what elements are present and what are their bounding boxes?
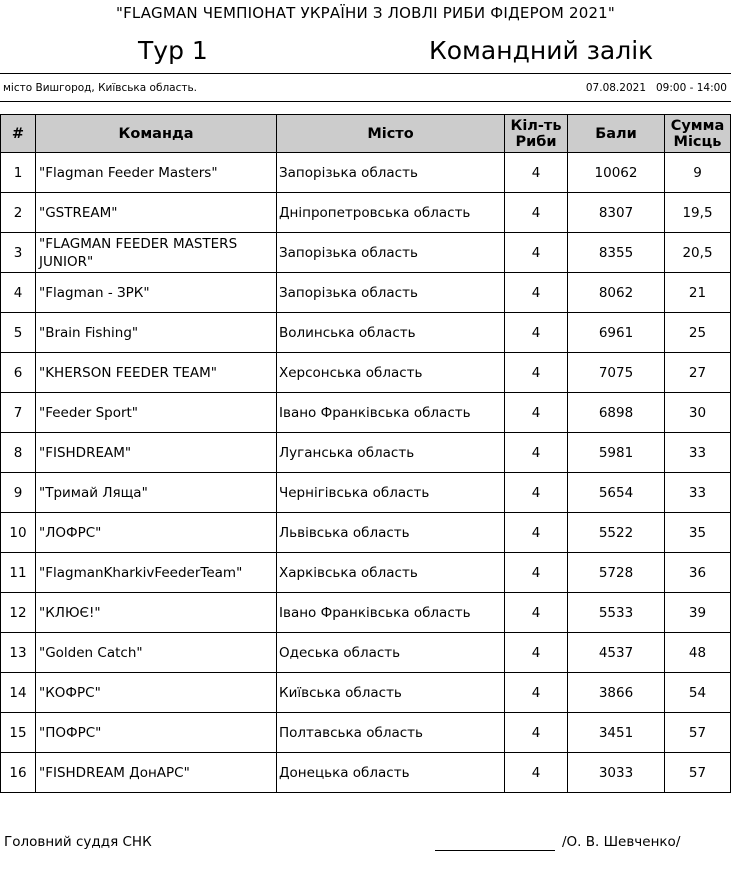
row-team: "ПОФРС" — [36, 713, 277, 753]
subheader-divider — [0, 101, 731, 102]
row-team: "GSTREAM" — [36, 193, 277, 233]
row-points: 3866 — [568, 673, 665, 713]
row-fish-count: 4 — [505, 193, 568, 233]
row-place-sum: 57 — [665, 713, 731, 753]
row-fish-count: 4 — [505, 233, 568, 273]
row-place-sum: 27 — [665, 353, 731, 393]
col-header-team: Команда — [36, 115, 277, 153]
row-points: 8355 — [568, 233, 665, 273]
row-points: 6898 — [568, 393, 665, 433]
row-team: "КЛЮЄ!" — [36, 593, 277, 633]
table-row — [1, 313, 731, 353]
row-place-sum: 9 — [665, 153, 731, 193]
chief-judge-label: Головний суддя СНК — [4, 834, 152, 850]
row-fish-count: 4 — [505, 713, 568, 753]
row-place-sum: 20,5 — [665, 233, 731, 273]
row-team: "FISHDREAM ДонАРС" — [36, 753, 277, 793]
row-city: Івано Франківська область — [277, 593, 505, 633]
row-points: 8062 — [568, 273, 665, 313]
row-city: Львівська область — [277, 513, 505, 553]
row-city: Донецька область — [277, 753, 505, 793]
row-city: Волинська область — [277, 313, 505, 353]
row-city: Харківська область — [277, 553, 505, 593]
chief-judge-name: /О. В. Шевченко/ — [562, 834, 681, 850]
row-fish-count: 4 — [505, 473, 568, 513]
row-city: Запорізька область — [277, 153, 505, 193]
row-number: 8 — [1, 433, 36, 473]
row-fish-count: 4 — [505, 353, 568, 393]
row-number: 11 — [1, 553, 36, 593]
row-team: "FlagmanKharkivFeederTeam" — [36, 553, 277, 593]
row-place-sum: 39 — [665, 593, 731, 633]
row-place-sum: 35 — [665, 513, 731, 553]
row-place-sum: 33 — [665, 433, 731, 473]
row-team: "Тримай Ляща" — [36, 473, 277, 513]
col-header-number: # — [1, 115, 36, 153]
row-city: Запорізька область — [277, 273, 505, 313]
row-points: 3451 — [568, 713, 665, 753]
row-fish-count: 4 — [505, 513, 568, 553]
row-city: Одеська область — [277, 633, 505, 673]
row-number: 12 — [1, 593, 36, 633]
row-team: "КОФРС" — [36, 673, 277, 713]
row-points: 5728 — [568, 553, 665, 593]
row-points: 5522 — [568, 513, 665, 553]
row-team: "FISHDREAM" — [36, 433, 277, 473]
row-number: 3 — [1, 233, 36, 273]
row-points: 5654 — [568, 473, 665, 513]
table-row — [1, 713, 731, 753]
document-title: "FLAGMAN ЧЕМПІОНАТ УКРАЇНИ З ЛОВЛІ РИБИ ФІДЕРОМ 2021" — [115, 4, 616, 22]
row-fish-count: 4 — [505, 673, 568, 713]
row-points: 6961 — [568, 313, 665, 353]
date-time-text: 07.08.2021 09:00 - 14:00 — [585, 82, 727, 94]
table-row — [1, 473, 731, 513]
col-header-place-sum: Сумма Місць — [665, 115, 731, 153]
row-fish-count: 4 — [505, 593, 568, 633]
table-row — [1, 233, 731, 273]
row-city: Івано Франківська область — [277, 393, 505, 433]
row-place-sum: 25 — [665, 313, 731, 353]
row-points: 7075 — [568, 353, 665, 393]
row-fish-count: 4 — [505, 153, 568, 193]
table-row — [1, 753, 731, 793]
row-fish-count: 4 — [505, 313, 568, 353]
row-team: "FLAGMAN FEEDER MASTERS JUNIOR" — [36, 233, 277, 273]
row-place-sum: 33 — [665, 473, 731, 513]
header-divider — [0, 73, 731, 74]
table-row — [1, 273, 731, 313]
table-row — [1, 633, 731, 673]
row-number: 4 — [1, 273, 36, 313]
standings-label: Командний залік — [429, 36, 654, 65]
row-place-sum: 36 — [665, 553, 731, 593]
row-number: 2 — [1, 193, 36, 233]
row-place-sum: 57 — [665, 753, 731, 793]
row-city: Херсонська область — [277, 353, 505, 393]
col-header-city: Місто — [277, 115, 505, 153]
signature-line — [435, 850, 555, 851]
table-header-row — [1, 115, 731, 153]
row-number: 14 — [1, 673, 36, 713]
row-fish-count: 4 — [505, 633, 568, 673]
row-team: "Golden Catch" — [36, 633, 277, 673]
table-row — [1, 553, 731, 593]
row-team: "Flagman Feeder Masters" — [36, 153, 277, 193]
row-place-sum: 21 — [665, 273, 731, 313]
row-fish-count: 4 — [505, 273, 568, 313]
row-number: 16 — [1, 753, 36, 793]
row-points: 10062 — [568, 153, 665, 193]
row-points: 5981 — [568, 433, 665, 473]
row-number: 7 — [1, 393, 36, 433]
row-city: Київська область — [277, 673, 505, 713]
table-row — [1, 433, 731, 473]
row-team: "ЛОФРС" — [36, 513, 277, 553]
row-city: Дніпропетровська область — [277, 193, 505, 233]
row-city: Полтавська область — [277, 713, 505, 753]
row-city: Запорізька область — [277, 233, 505, 273]
row-points: 4537 — [568, 633, 665, 673]
table-row — [1, 673, 731, 713]
row-team: "Flagman - ЗРК" — [36, 273, 277, 313]
table-row — [1, 193, 731, 233]
table-row — [1, 513, 731, 553]
row-number: 1 — [1, 153, 36, 193]
table-row — [1, 593, 731, 633]
row-team: "KHERSON FEEDER TEAM" — [36, 353, 277, 393]
row-number: 13 — [1, 633, 36, 673]
table-row — [1, 353, 731, 393]
row-fish-count: 4 — [505, 433, 568, 473]
row-city: Луганська область — [277, 433, 505, 473]
row-points: 5533 — [568, 593, 665, 633]
table-row — [1, 393, 731, 433]
row-team: "Feeder Sport" — [36, 393, 277, 433]
row-fish-count: 4 — [505, 553, 568, 593]
row-number: 5 — [1, 313, 36, 353]
row-place-sum: 54 — [665, 673, 731, 713]
row-place-sum: 30 — [665, 393, 731, 433]
row-fish-count: 4 — [505, 393, 568, 433]
col-header-points: Бали — [568, 115, 665, 153]
row-number: 15 — [1, 713, 36, 753]
row-number: 9 — [1, 473, 36, 513]
row-number: 6 — [1, 353, 36, 393]
row-place-sum: 48 — [665, 633, 731, 673]
row-city: Чернігівська область — [277, 473, 505, 513]
col-header-fish-count: Кіл-ть Риби — [505, 115, 568, 153]
table-row — [1, 153, 731, 193]
row-points: 8307 — [568, 193, 665, 233]
row-place-sum: 19,5 — [665, 193, 731, 233]
row-points: 3033 — [568, 753, 665, 793]
location-text: місто Вишгород, Київська область. — [3, 82, 198, 94]
tour-label: Тур 1 — [138, 36, 208, 65]
row-team: "Brain Fishing" — [36, 313, 277, 353]
results-table — [0, 114, 731, 793]
row-number: 10 — [1, 513, 36, 553]
row-fish-count: 4 — [505, 753, 568, 793]
